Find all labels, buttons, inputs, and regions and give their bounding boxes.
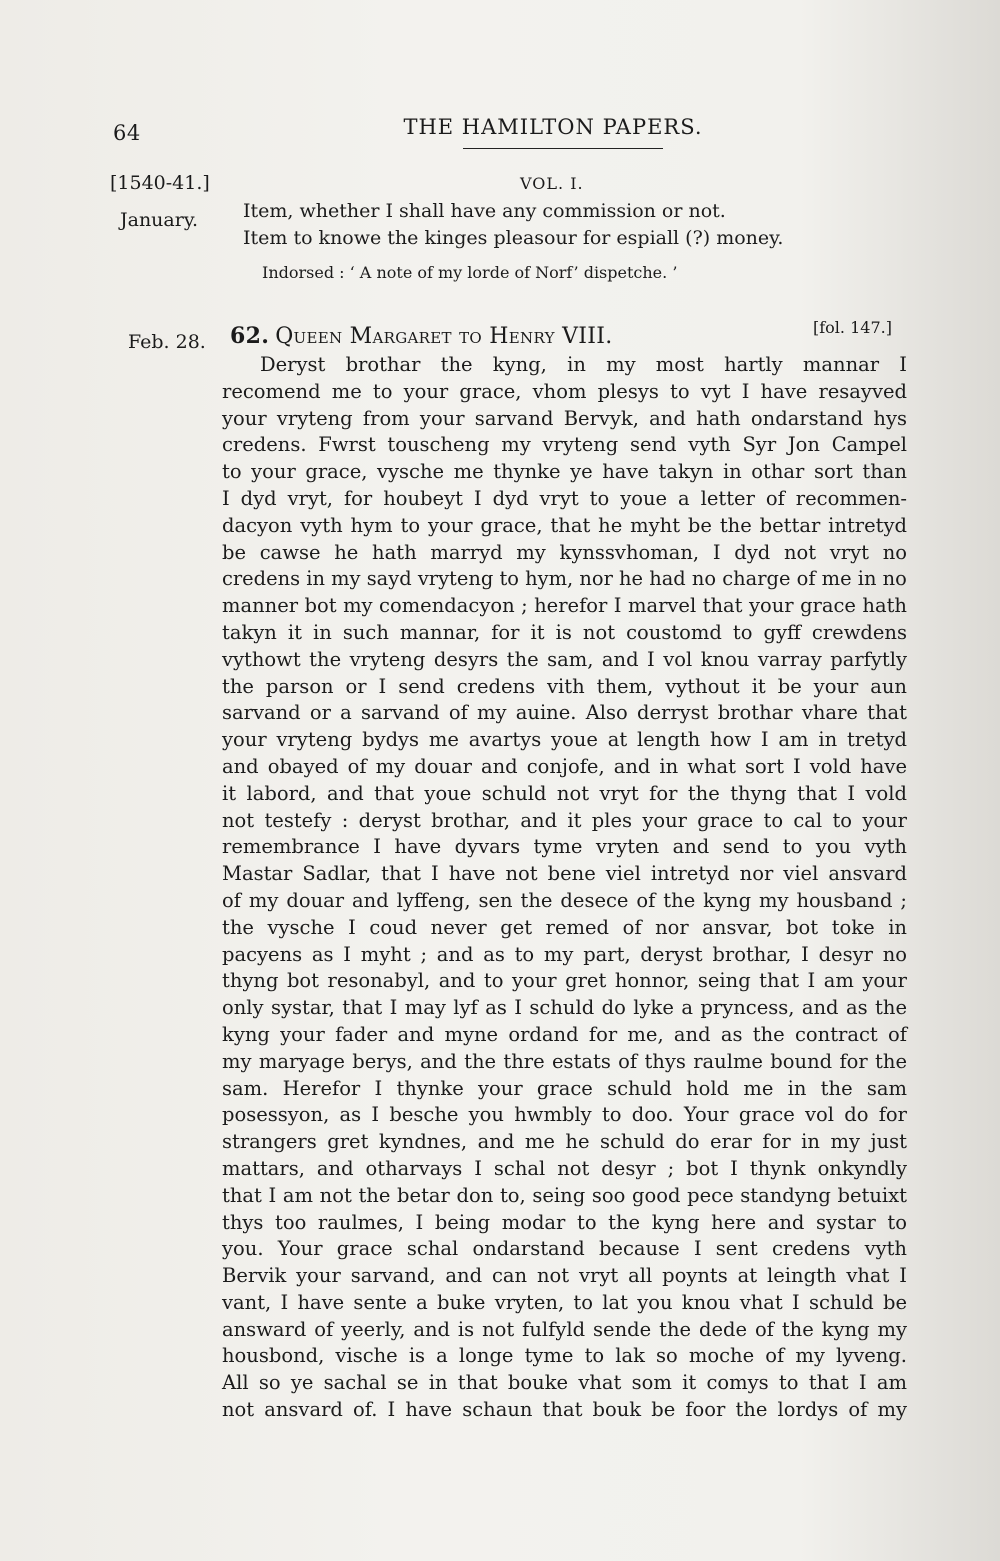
letter-line: recomend me to your grace, vhom plesys to vyt I have resayved — [222, 379, 907, 403]
letter-line: All so ye sachal se in that bouke vhat som it comys to that I am — [222, 1371, 907, 1395]
item-line: Item to knowe the kinges pleasour for espiall (?) money. — [243, 227, 784, 249]
document-title: Queen Margaret to Henry VIII. — [275, 324, 613, 349]
endorsement: Indorsed : ‘ A note of my lorde of Norf’ dispetche. ’ — [262, 263, 678, 282]
item-list — [243, 198, 783, 252]
letter-line: vythowt the vryteng desyrs the sam, and I vol knou varray parfytly — [222, 647, 907, 671]
running-head: THE HAMILTON PAPERS. — [403, 115, 703, 139]
letter-line: and obayed of my douar and conjofe, and in what sort I vold have — [222, 754, 907, 778]
letter-line: vant, I have sente a buke vryten, to lat you knou vhat I schuld be — [222, 1290, 907, 1314]
letter-line: that I am not the betar don to, seing soo good pece standyng betuixt — [222, 1183, 907, 1207]
letter-line: takyn it in such mannar, for it is not coustomd to gyff crewdens — [222, 620, 907, 644]
letter-line: your vryteng bydys me avartys youe at length how I am in tretyd — [222, 728, 907, 752]
letter-line: my maryage berys, and the thre estats of thys raulme bound for the — [222, 1049, 907, 1073]
document-number: 62. — [230, 323, 270, 349]
letter-line: I dyd vryt, for houbeyt I dyd vryt to youe a letter of recommen- — [222, 486, 907, 510]
letter-line: remembrance I have dyvars tyme vryten and send to you vyth — [222, 835, 907, 859]
letter-line: be cawse he hath marryd my kynssvhoman, I dyd not vryt no — [222, 540, 907, 564]
letter-line: credens in my sayd vryteng to hym, nor he had no charge of me in no — [222, 567, 907, 591]
letter-line: not ansvard of. I have schaun that bouk be foor the lordys of my — [222, 1398, 907, 1422]
letter-line: of my douar and lyffeng, sen the desece of the kyng my housband ; — [222, 888, 907, 912]
letter-line: only systar, that I may lyf as I schuld do lyke a pryncess, and as the — [222, 996, 907, 1020]
letter-line: Deryst brothar the kyng, in my most hartly mannar I — [260, 353, 907, 376]
side-date-feb: Feb. 28. — [128, 331, 206, 353]
letter-line: sam. Herefor I thynke your grace schuld hold me in the sam — [222, 1076, 907, 1100]
side-date-january: January. — [120, 209, 199, 231]
letter-line: posessyon, as I besche you hwmbly to doo. Your grace vol do for — [222, 1103, 907, 1127]
letter-line: credens. Fwrst touscheng my vryteng send vyth Syr Jon Campel — [222, 433, 907, 457]
letter-line: Bervik your sarvand, and can not vryt all poynts at leingth vhat I — [222, 1264, 907, 1288]
page-number: 64 — [113, 121, 141, 145]
folio-reference: [fol. 147.] — [813, 318, 892, 337]
letter-line: it labord, and that youe schuld not vryt for the thyng that I vold — [222, 781, 907, 805]
letter-line: dacyon vyth hym to your grace, that he myht be the bettar intretyd — [222, 513, 907, 537]
letter-line: to your grace, vysche me thynke ye have takyn in othar sort than — [222, 460, 907, 484]
letter-line: manner bot my comendacyon ; herefor I marvel that your grace hath — [222, 594, 907, 618]
letter-line: answard of yeerly, and is not fulfyld sende the dede of the kyng my — [222, 1317, 907, 1341]
head-rule — [463, 148, 663, 149]
letter-line: you. Your grace schal ondarstand because I sent credens vyth — [222, 1237, 907, 1261]
letter-line: thyng bot resonabyl, and to your gret honnor, seing that I am your — [222, 969, 907, 993]
letter-body — [222, 352, 907, 1424]
letter-line: the vysche I coud never get remed of nor ansvar, bot toke in — [222, 915, 907, 939]
letter-line: sarvand or a sarvand of my auine. Also derryst brothar vhare that — [222, 701, 907, 725]
letter-line: Mastar Sadlar, that I have not bene viel intretyd nor viel ansvard — [222, 862, 907, 886]
letter-line: housbond, vische is a longe tyme to lak so moche of my lyveng. — [222, 1344, 907, 1368]
letter-line: not testefy : deryst brothar, and it ples your grace to cal to your — [222, 808, 907, 832]
letter-line: pacyens as I myht ; and as to my part, deryst brothar, I desyr no — [222, 942, 907, 966]
item-line: Item, whether I shall have any commission or not. — [243, 200, 726, 222]
letter-line: the parson or I send credens vith them, vythout it be your aun — [222, 674, 907, 698]
letter-line: strangers gret kyndnes, and me he schuld do erar for in my just — [222, 1130, 907, 1154]
letter-line: thys too raulmes, I being modar to the kyng here and systar to — [222, 1210, 907, 1234]
letter-line: kyng your fader and myne ordand for me, and as the contract of — [222, 1022, 907, 1046]
document-heading — [230, 323, 613, 349]
volume-label: VOL. I. — [520, 174, 584, 193]
date-range: [1540-41.] — [110, 172, 210, 194]
letter-line: mattars, and otharvays I schal not desyr ; bot I thynk onkyndly — [222, 1156, 907, 1180]
letter-line: your vryteng from your sarvand Bervyk, and hath ondarstand hys — [222, 406, 907, 430]
